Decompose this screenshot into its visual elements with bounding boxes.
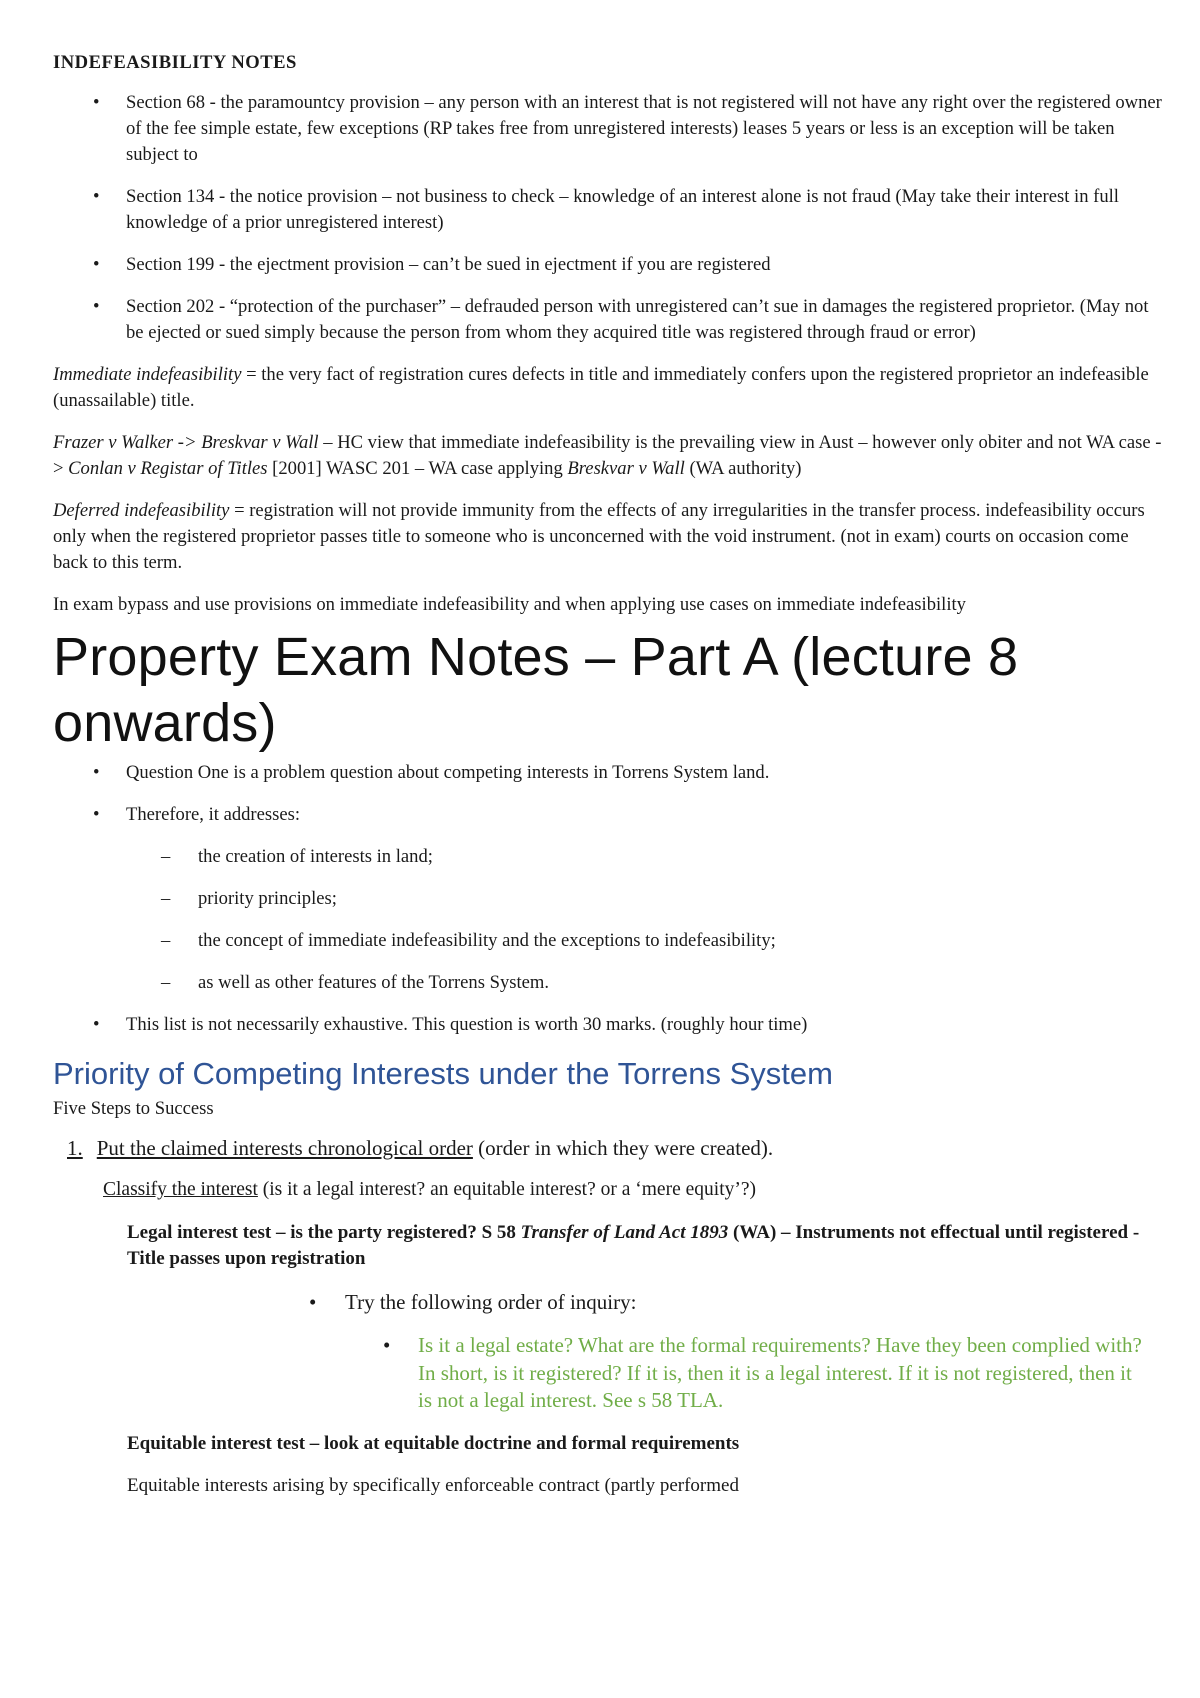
bullet-icon: • [93,296,100,317]
step-one-rest: (order in which they were created). [472,1136,774,1160]
deferred-term: Deferred indefeasibility [53,500,230,521]
bullet-icon: • [93,1014,100,1035]
page-title: Property Exam Notes – Part A (lecture 8 onwards) [53,627,1019,753]
bullet-icon: • [93,254,100,275]
exhaustive-list [53,1012,1163,1038]
bullet-icon: • [93,186,100,207]
indefeasibility-heading: INDEFEASIBILITY NOTES [53,52,297,73]
immediate-definition: = the very fact of registration cures defects in title and immediately confers upon the registered proprietor an indefeasible (unassailable) title. [53,364,1149,411]
section-68-text: Section 68 - the paramountcy provision – any person with an interest that is not registered will not have any right over the registered owner of the fee simple estate, few exceptions (RP takes free from unregistered interests) leases 5 years or less is an exception will be taken subject to [126,92,1162,165]
case-breskvar-2: Breskvar v Wall [567,458,685,479]
equitable-interest-test: Equitable interest test – look at equitable doctrine and formal requirements [127,1432,740,1454]
case-conlan: Conlan v Registar of Titles [68,458,268,479]
case-frazer: Frazer v Walker [53,432,174,453]
question-one-text: Question One is a problem question about competing interests in Torrens System land. [126,762,770,783]
exam-note-paragraph: In exam bypass and use provisions on immediate indefeasibility and when applying use cases on immediate indefeasibility [53,594,966,615]
immediate-term: Immediate indefeasibility [53,364,242,385]
list-item-section-202 [53,294,1163,346]
legal-estate-text: Is it a legal estate? What are the formal requirements? Have they been complied with? In short, is it registered? If it is, then it is a legal interest. If it is not registered, then it is not a legal interest. See s 58 TLA. [418,1333,1142,1412]
legal-test-part1: Legal interest test – is the party registered? S 58 [127,1222,521,1243]
frazer-end-text: (WA authority) [684,458,802,479]
deferred-definition: = registration will not provide immunity from the effects of any irregularities in the transfer process. indefeasibility occurs only when the registered proprietor passes title to someone who is unconcerned with the void instrument. (not in exam) courts on occasion come back to this term. [53,500,1145,573]
sections-list [53,90,1163,346]
bullet-icon: • [93,762,100,783]
classify-underlined: Classify the interest [103,1179,258,1200]
five-steps-text: Five Steps to Success [53,1098,214,1119]
priority-subheading: Priority of Competing Interests under the Torrens System [53,1056,833,1091]
therefore-text: Therefore, it addresses: [126,804,300,825]
list-item-dash-1 [53,844,1163,870]
legal-test-part2: (WA) – Instruments not effectual until registered - Title passes upon registration [127,1222,1140,1269]
exhaustive-text: This list is not necessarily exhaustive. This question is worth 30 marks. (roughly hour time) [126,1014,808,1035]
legal-interest-test [127,1220,1163,1272]
section-134-text: Section 134 - the notice provision – not business to check – knowledge of an interest alone is not fraud (May take their interest in full knowledge of a prior unregistered interest) [126,186,1119,233]
dash-text: as well as other features of the Torrens System. [198,972,550,993]
step-number: 1. [67,1136,83,1160]
dash-text: the creation of interests in land; [198,846,433,867]
frazer-paragraph [53,430,1163,482]
list-item-section-134 [53,184,1163,236]
section-202-text: Section 202 - “protection of the purchaser” – defrauded person with unregistered can’t sue in damages the registered proprietor. (May not be ejected or sued simply because the person from whom they acquired title was registered through fraud or error) [126,296,1149,343]
list-item-dash-2 [53,886,1163,912]
try-order-item [53,1288,1163,1316]
bullet-icon: • [93,804,100,825]
list-item-dash-4 [53,970,1163,996]
bullet-icon: • [309,1290,317,1314]
equitable-interest-text: Equitable interests arising by specifically enforceable contract (partly performed [127,1474,739,1496]
list-item-dash-3 [53,928,1163,954]
bullet-icon: • [383,1333,391,1357]
list-item-section-199 [53,252,1163,278]
list-item-exhaustive [53,1012,1163,1038]
step-one-underlined: Put the claimed interests chronological order [96,1136,473,1160]
frazer-mid2-text: [2001] WASC 201 – WA case applying [267,458,568,479]
legal-test-act: Transfer of Land Act 1893 [520,1222,729,1243]
dash-icon: – [161,972,171,993]
frazer-mid-text: – HC view that immediate indefeasibility is the prevailing view in Aust – however only obiter and not WA case -> [53,432,1162,479]
addresses-list [53,844,1163,996]
classify-paragraph [103,1176,1163,1204]
list-item-therefore [53,802,1163,828]
list-item-question-one [53,760,1163,786]
legal-estate-item [53,1332,1163,1415]
dash-text: priority principles; [198,888,337,909]
classify-rest: (is it a legal interest? an equitable interest? or a ‘mere equity’?) [257,1179,756,1200]
question-list [53,760,1163,828]
dash-icon: – [161,846,171,867]
bullet-icon: • [93,92,100,113]
list-item-section-68 [53,90,1163,168]
arrow-text: -> [173,432,202,453]
deferred-indefeasibility-paragraph [53,498,1163,576]
dash-icon: – [161,888,171,909]
case-breskvar: Breskvar v Wall [201,432,319,453]
immediate-indefeasibility-paragraph [53,362,1163,414]
section-199-text: Section 199 - the ejectment provision – can’t be sued in ejectment if you are registered [126,254,771,275]
dash-text: the concept of immediate indefeasibility and the exceptions to indefeasibility; [198,930,776,951]
step-one [67,1134,1163,1162]
document-page [53,52,1163,1499]
dash-icon: – [161,930,171,951]
try-order-text: Try the following order of inquiry: [345,1290,637,1314]
